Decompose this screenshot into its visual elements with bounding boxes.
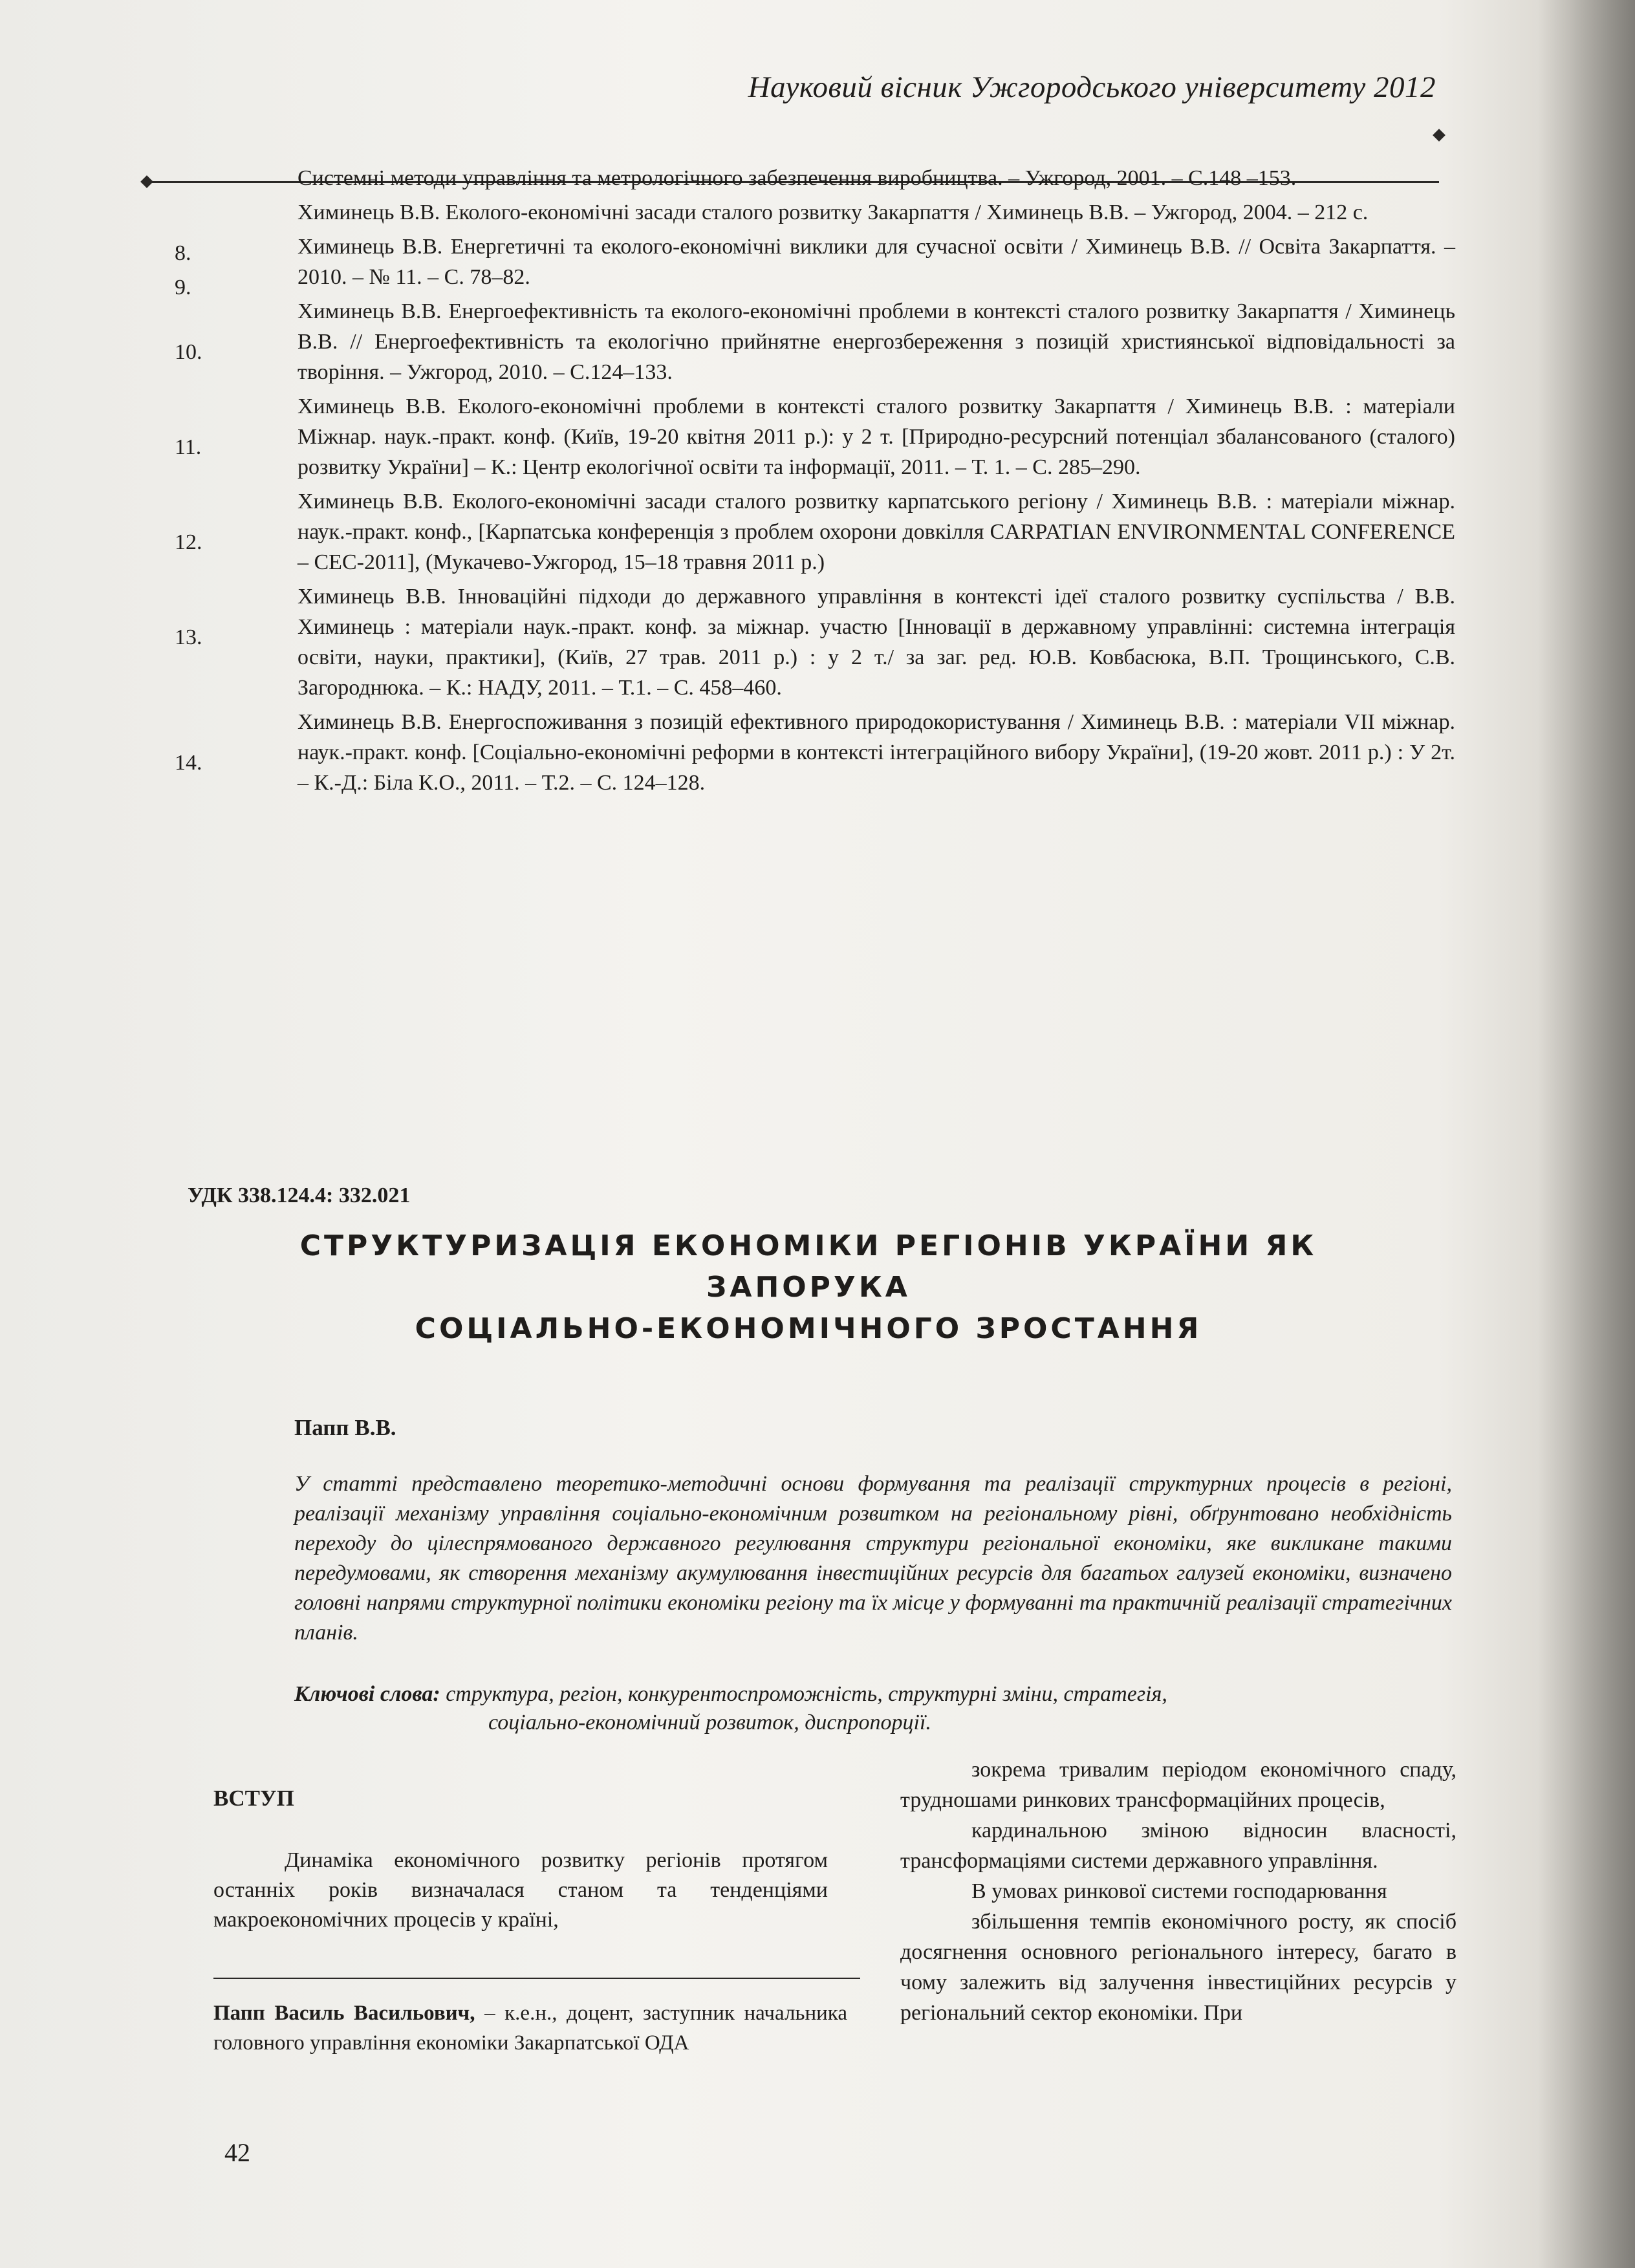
footnote-rule	[213, 1978, 860, 1979]
reference-continuation: Системні методи управління та метрологічного забезпечення виробництва. – Ужгород, 2001. – С.148 –153.	[298, 166, 1297, 190]
intro-right-paragraph-1: зокрема тривалим періодом економічного спаду, трудношами ринкових трансформаційних процесів,	[900, 1758, 1456, 1812]
keywords-line-1: структура, регіон, конкурентоспроможність, структурні зміни, стратегія,	[446, 1682, 1167, 1706]
reference-text: Химинець В.В. Еколого-економічні засади сталого розвитку карпатського регіону / Химинець В.В. : матеріали міжнар. наук.-практ. конф., [Карпатська конференція з проблем охорони довкілля CARPATIAN ENVIRONMENTAL CONFERENCE – CEC-2011], (Мукачево-Ужгород, 15–18 травня 2011 р.)	[298, 490, 1455, 574]
rule-diamond-right	[1433, 129, 1446, 142]
reference-number: 10.	[175, 340, 202, 364]
reference-item	[175, 486, 1455, 578]
article-abstract: У статті представлено теоретико-методичні основи формування та реалізації структурних процесів в регіоні, реалізації механізму управління соціально-економічним розвитком на регіональному рівні, обґрунтовано необхідність переходу до цілеспрямованого державного регулювання структури регіональної економіки, яке викликане такими передумовами, як створення механізму акумулювання інвестиційних ресурсів для багатьох галузей економіки, визначено головні напрями структурної політики економіки регіону та їх місце у формуванні та практичній реалізації стратегічних планів.	[294, 1472, 1452, 1645]
author-footnote	[213, 1998, 847, 2058]
article-author: Папп В.В.	[294, 1415, 396, 1440]
intro-right-column	[900, 1755, 1456, 2028]
references-list	[175, 163, 1455, 802]
reference-number: 11.	[175, 435, 202, 459]
keywords-label: Ключові слова:	[294, 1682, 440, 1706]
rule-diamond-left	[140, 175, 153, 188]
footnote-author-name: Папп Василь Васильович,	[213, 2002, 475, 2025]
reference-item	[175, 232, 1455, 299]
intro-right-paragraph-4: збільшення темпів економічного росту, як спосіб досягнення основного регіонального інтересу, багато в чому залежить від залучення інвестиційних ресурсів у регіональний сектор економіки. При	[900, 1910, 1456, 2025]
running-header	[149, 70, 1455, 115]
journal-title: Науковий вісник Ужгородського університету 2012	[748, 70, 1436, 104]
udk-code: УДК 338.124.4: 332.021	[188, 1183, 411, 1207]
reference-text: Химинець В.В. Еколого-економічні засади сталого розвитку Закарпаття / Химинець В.В. – Ужгород, 2004. – 212 с.	[298, 200, 1369, 224]
intro-left-column	[213, 1784, 828, 1935]
reference-number: 8.	[175, 241, 191, 265]
reference-item	[175, 707, 1455, 798]
reference-text: Химинець В.В. Енергоспоживання з позицій ефективного природокористування / Химинець В.В. : матеріали VII міжнар. наук.-практ. конф. [Соціально-економічні реформи в контексті інтеграційного вибору України], (19-20 жовт. 2011 р.) : У 2т. – К.-Д.: Біла К.О., 2011. – Т.2. – С. 124–128.	[298, 710, 1455, 795]
article-title-line-2: СОЦІАЛЬНО-ЕКОНОМІЧНОГО ЗРОСТАННЯ	[415, 1312, 1202, 1345]
article-title-line-1: СТРУКТУРИЗАЦІЯ ЕКОНОМІКИ РЕГІОНІВ УКРАЇНИ ЯК ЗАПОРУКА	[299, 1229, 1317, 1304]
intro-right-paragraph-2: кардинальною зміною відносин власності, трансформаціями системи державного управління.	[900, 1819, 1456, 1873]
section-heading: ВСТУП	[213, 1786, 294, 1811]
footnote-author-details: – к.е.н., доцент, заступник начальника головного управління економіки Закарпатської ОДА	[213, 2002, 847, 2055]
keywords	[294, 1680, 1452, 1737]
article-title	[194, 1226, 1423, 1350]
reference-text: Химинець В.В. Енергетичні та еколого-економічні виклики для сучасної освіти / Химинець В.В. // Освіта Закарпаття. – 2010. – № 11. – С. 78–82.	[298, 235, 1455, 289]
intro-paragraph: Динаміка економічного розвитку регіонів протягом останніх років визначалася станом та тенденціями макроекономічних процесів у країні,	[213, 1848, 828, 1932]
reference-number: 13.	[175, 625, 202, 649]
reference-text: Химинець В.В. Енергоефективність та еколого-економічні проблеми в контексті сталого розвитку Закарпаття / Химинець В.В. // Енергоефективність та екологічно прийнятне енергозбереження з позицій християнської відповідальності за творіння. – Ужгород, 2010. – С.124–133.	[298, 299, 1455, 384]
page-number: 42	[224, 2138, 250, 2167]
intro-right-paragraph-3: В умовах ринкової системи господарювання	[971, 1879, 1387, 1903]
book-spine-shadow	[1538, 0, 1635, 2268]
reference-text: Химинець В.В. Інноваційні підходи до державного управління в контексті ідеї сталого розвитку суспільства / В.В. Химинець : матеріали наук.-практ. конф. за міжнар. участю [Інновації в державному управлінні: системна інтеграція освіти, науки, практики], (Київ, 27 трав. 2011 р.) : у 2 т./ за заг. ред. Ю.В. Ковбасюка, В.П. Трощинського, С.В. Загороднюка. – К.: НАДУ, 2011. – Т.1. – С. 458–460.	[298, 585, 1455, 700]
keywords-line-2: соціально-економічний розвиток, диспропорції.	[488, 1711, 931, 1734]
reference-number: 12.	[175, 530, 202, 554]
reference-number: 9.	[175, 275, 191, 299]
reference-text: Химинець В.В. Еколого-економічні проблеми в контексті сталого розвитку Закарпаття / Химинець В.В. : матеріали Міжнар. наук.-практ. конф. (Київ, 19-20 квітня 2011 р.): у 2 т. [Природно-ресурсний потенціал збалансованого (сталого) розвитку України] – К.: Центр екологічної освіти та інформації, 2011. – Т. 1. – С. 285–290.	[298, 394, 1455, 479]
reference-item	[175, 581, 1455, 703]
reference-item	[175, 296, 1455, 387]
reference-item	[175, 391, 1455, 482]
reference-number: 14.	[175, 751, 202, 775]
